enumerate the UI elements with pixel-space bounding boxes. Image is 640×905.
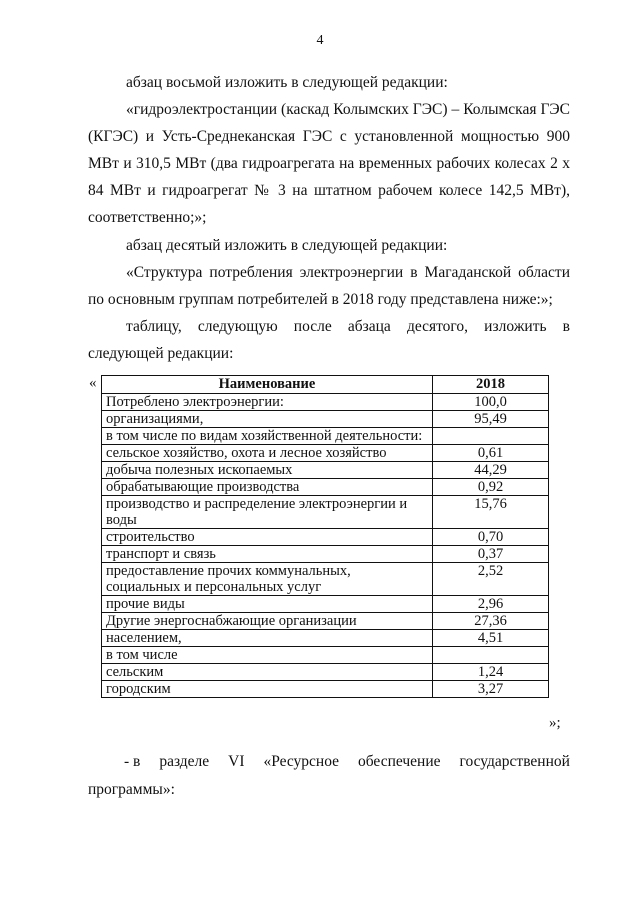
- table-row: [102, 630, 549, 647]
- row-value: 44,29: [433, 462, 549, 479]
- closing-word: государственной: [459, 753, 570, 770]
- row-label: строительство: [102, 529, 433, 546]
- row-value: 15,76: [433, 496, 549, 529]
- row-value: [433, 428, 549, 445]
- row-value: 0,70: [433, 529, 549, 546]
- table-row: [102, 428, 549, 445]
- consumption-table: [101, 375, 549, 698]
- closing-word: обеспечение: [358, 753, 441, 770]
- table-row: [102, 529, 549, 546]
- row-value: 0,61: [433, 445, 549, 462]
- row-value: 27,36: [433, 613, 549, 630]
- row-label: населением,: [102, 630, 433, 647]
- table-row: [102, 462, 549, 479]
- table-row: [102, 546, 549, 563]
- table-row: [102, 445, 549, 462]
- table-row: [102, 496, 549, 529]
- row-label: сельское хозяйство, охота и лесное хозяйство: [102, 445, 433, 462]
- closing-word: «Ресурсное: [263, 753, 340, 770]
- closing-word: разделе: [159, 753, 210, 770]
- row-value: 100,0: [433, 394, 549, 411]
- row-value: 3,27: [433, 681, 549, 698]
- table-row: [102, 613, 549, 630]
- row-label: организациями,: [102, 411, 433, 428]
- table-row: [102, 563, 549, 596]
- paragraph-3: абзац десятый изложить в следующей редакции:: [126, 237, 448, 254]
- row-value: 95,49: [433, 411, 549, 428]
- row-label: в том числе по видам хозяйственной деятельности:: [102, 428, 433, 445]
- closing-paragraph: [88, 748, 570, 804]
- table-row: [102, 479, 549, 496]
- row-label: производство и распределение электроэнергии и воды: [102, 496, 433, 529]
- table-header-row: [102, 376, 549, 394]
- row-label: прочие виды: [102, 596, 433, 613]
- table-row: [102, 596, 549, 613]
- column-header-year: 2018: [433, 376, 549, 394]
- table-row: [102, 681, 549, 698]
- table-row: [102, 394, 549, 411]
- row-label: обрабатывающие производства: [102, 479, 433, 496]
- row-value: 4,51: [433, 630, 549, 647]
- row-value: 2,52: [433, 563, 549, 596]
- column-header-name: Наименование: [102, 376, 433, 394]
- page-number: 4: [316, 33, 324, 48]
- row-value: 2,96: [433, 596, 549, 613]
- row-label: городским: [102, 681, 433, 698]
- row-label: в том числе: [102, 647, 433, 664]
- row-label: Другие энергоснабжающие организации: [102, 613, 433, 630]
- paragraph-4: «Структура потребления электроэнергии в Магаданской области по основным группам потребителей в 2018 году представлена ниже:»;: [88, 264, 570, 308]
- row-value: 0,37: [433, 546, 549, 563]
- row-label: сельским: [102, 664, 433, 681]
- row-value: 1,24: [433, 664, 549, 681]
- closing-line-2: программы»:: [88, 781, 175, 798]
- row-label: предоставление прочих коммунальных, социальных и персональных услуг: [102, 563, 433, 596]
- row-value: 0,92: [433, 479, 549, 496]
- table-row: [102, 411, 549, 428]
- table-open-quote: «: [89, 375, 97, 391]
- paragraph-1: абзац восьмой изложить в следующей редакции:: [126, 74, 448, 91]
- table-row: [102, 647, 549, 664]
- table-row: [102, 664, 549, 681]
- row-label: Потреблено электроэнергии:: [102, 394, 433, 411]
- row-label: транспорт и связь: [102, 546, 433, 563]
- row-value: [433, 647, 549, 664]
- closing-word: VI: [228, 753, 245, 770]
- paragraph-2: «гидроэлектростанции (каскад Колымских ГЭС) – Колымская ГЭС (КГЭС) и Усть-Среднеканская ГЭС с установленной мощностью 900 МВт и 310,5 МВт (два гидроагрегата на временных рабочих колесах 2 х 84 МВт и гидроагрегат № 3 на штатном рабочем колесе 142,5 МВт), соответственно;»;: [88, 101, 570, 226]
- paragraph-5: таблицу, следующую после абзаца десятого, изложить в следующей редакции:: [88, 318, 570, 362]
- table-close-quote: »;: [549, 715, 561, 731]
- closing-word: - в: [124, 753, 141, 770]
- row-label: добыча полезных ископаемых: [102, 462, 433, 479]
